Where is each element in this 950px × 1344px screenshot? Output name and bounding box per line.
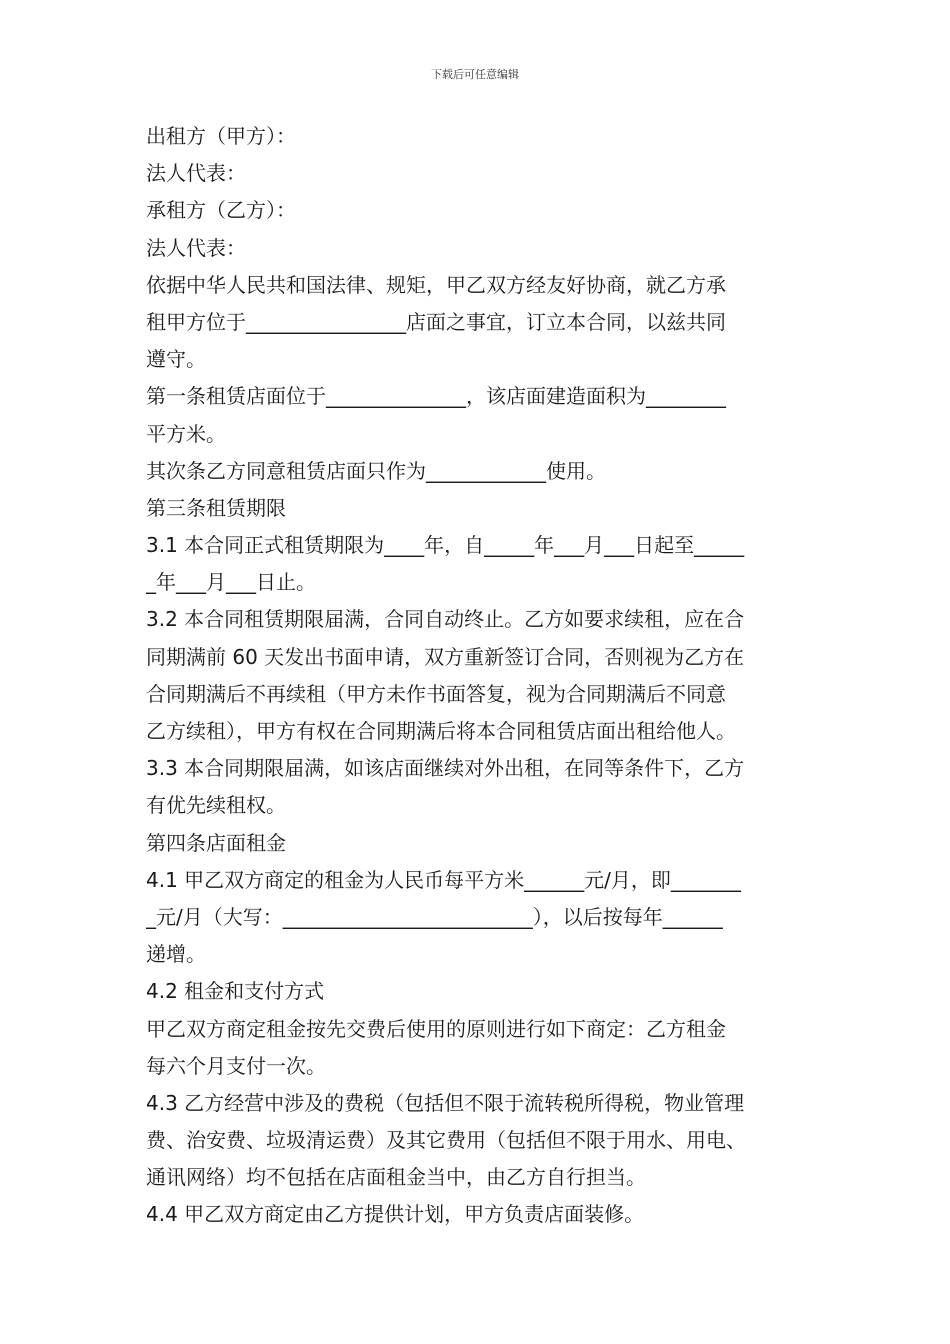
text-line: 4.1 甲乙双方商定的租金为人民币每平方米______元/月，即_______: [146, 867, 741, 892]
text-line: 其次条乙方同意租赁店面只作为____________使用。: [146, 458, 606, 483]
text-line: 第四条店面租金: [146, 830, 286, 855]
text-line: 承租方（乙方）：: [146, 198, 296, 223]
text-line: 每六个月支付一次。: [146, 1053, 326, 1078]
text-line: 3.1 本合同正式租赁期限为____年，自_____年___月___日起至_____: [146, 533, 745, 558]
text-line: 法人代表：: [146, 235, 246, 260]
text-line: 第一条租赁店面位于______________，该店面建造面积为________: [146, 384, 726, 409]
text-line: 依据中华人民共和国法律、规矩，甲乙双方经友好协商，就乙方承: [146, 272, 726, 297]
text-line: 3.3 本合同期限届满，如该店面继续对外出租，在同等条件下，乙方: [146, 756, 745, 781]
text-line: 4.4 甲乙双方商定由乙方提供计划，甲方负责店面装修。: [146, 1202, 645, 1227]
text-line: 通讯网络）均不包括在店面租金当中，由乙方自行担当。: [146, 1165, 646, 1190]
text-line: 法人代表：: [146, 161, 246, 186]
text-line: _元/月（大写：_________________________），以后按每年______: [146, 904, 723, 929]
text-line: 乙方续租），甲方有权在合同期满后将本合同租赁店面出租给他人。: [146, 719, 736, 743]
text-line: 遵守。: [146, 347, 206, 372]
text-line: 出租方（甲方）：: [146, 124, 296, 148]
text-line: 3.2 本合同租赁期限届满，合同自动终止。乙方如要求续租，应在合: [146, 607, 745, 632]
text-line: 4.2 租金和支付方式: [146, 979, 325, 1004]
text-line: 费、治安费、垃圾清运费）及其它费用（包括但不限于用水、用电、: [146, 1128, 746, 1153]
contract-body: [146, 118, 810, 1234]
text-line: 甲乙双方商定租金按先交费后使用的原则进行如下商定：乙方租金: [146, 1016, 726, 1041]
page-header: 下载后可任意编辑: [431, 68, 519, 81]
text-line: 递增。: [146, 942, 206, 967]
text-line: 合同期满后不再续租（甲方未作书面答复，视为合同期满后不同意: [146, 681, 726, 706]
text-line: 有优先续租权。: [146, 793, 286, 818]
text-line: 租甲方位于________________店面之事宜，订立本合同，以兹共同: [146, 309, 726, 334]
text-line: 第三条租赁期限: [146, 495, 286, 520]
text-line: 同期满前 60 天发出书面申请，双方重新签订合同，否则视为乙方在: [146, 644, 745, 669]
text-line: _年___月___日止。: [146, 570, 316, 595]
text-line: 4.3 乙方经营中涉及的费税（包括但不限于流转税所得税，物业管理: [146, 1090, 745, 1115]
text-line: 平方米。: [146, 421, 226, 446]
